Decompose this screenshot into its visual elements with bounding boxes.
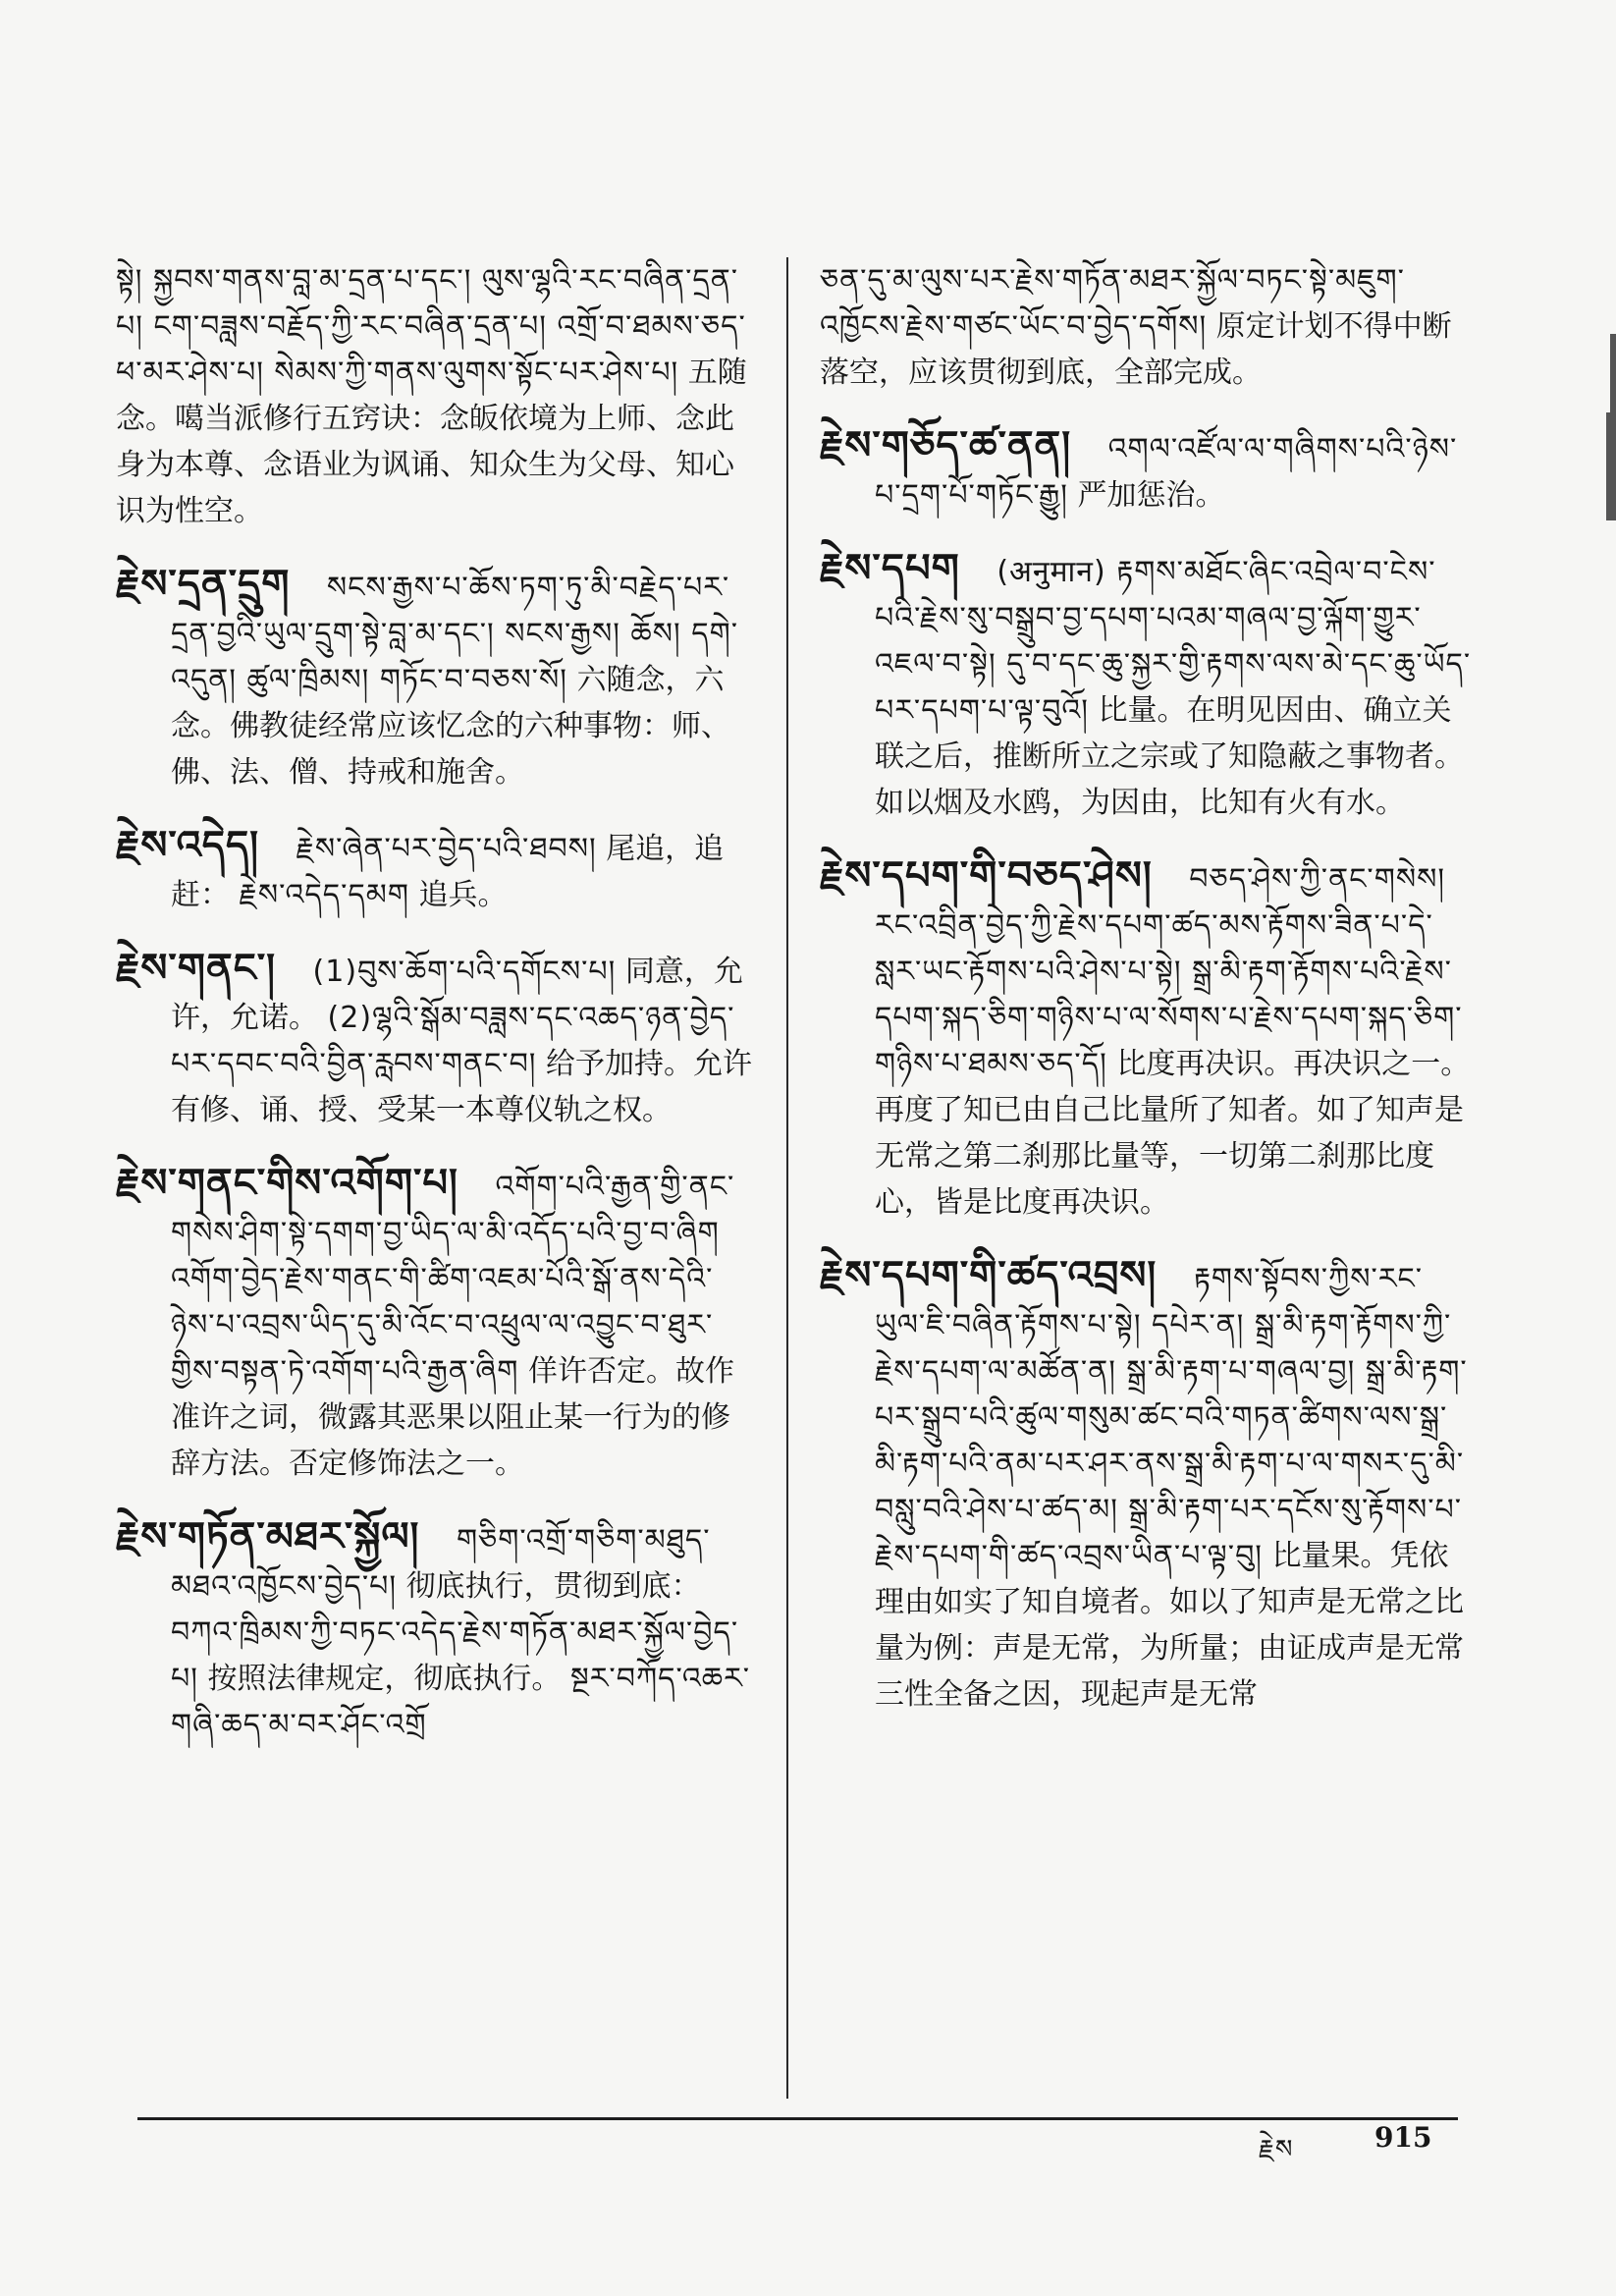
entry-chinese: 严加惩治。 bbox=[1077, 478, 1225, 513]
sense-2-tibetan: (2)ལྷའི་སྒོམ་བཟླས་དང་འཆད་ཉན་བྱེད་པར་དབང་བའི་བྱིན་རླབས་གནང་བ། bbox=[171, 1001, 735, 1081]
entry-tibetan: རྗེས་ཞེན་པར་བྱེད་པའི་ཐབས། bbox=[296, 832, 597, 866]
entry-chinese: 比度再决识。再决识之一。再度了知已由自己比量所了知者。如了知声是无常之第二刹那比量等，一切第二刹那比度心，皆是比度再决识。 bbox=[875, 1047, 1471, 1220]
sense-1-chinese: 同意，允许，允诺。 bbox=[171, 955, 743, 1035]
entry-chinese: 六随念，六念。佛教徒经常应该忆念的六种事物：师、佛、法、僧、持戒和施舍。 bbox=[171, 663, 730, 790]
dictionary-entry bbox=[116, 946, 754, 1133]
dictionary-entry bbox=[116, 562, 754, 795]
headword: རྗེས་གཏོན་མཐར་སྐྱོལ། bbox=[116, 1514, 420, 1559]
entry-tibetan: སངས་རྒྱས་པ་ཆོས་ཏག་ཏུ་མི་བརྗེད་པར་དྲན་བྱའི་ཡུལ་དྲུག་སྟེ་བླ་མ་དང་། སངས་རྒྱས། ཆོས། དགེ་འདུན། ཚུལ་ཁྲིམས། གཏོང་བ་བཅས་སོ། bbox=[171, 571, 739, 697]
left-column bbox=[116, 257, 754, 1776]
headword: རྗེས་འདེད། bbox=[116, 823, 259, 868]
footer-rule bbox=[137, 2117, 1458, 2120]
entry-chinese: 佯许否定。故作准许之词，微露其恶果以阻止某一行为的修辞方法。否定修饰法之一。 bbox=[171, 1354, 734, 1481]
entry-chinese: 比量果。凭依理由如实了知自境者。如以了知声是无常之比量为例：声是无常，为所量；由证成声是无常三性全备之因，现起声是无常 bbox=[875, 1539, 1464, 1712]
entry-chinese: 尾追，追赶： bbox=[171, 832, 725, 912]
dictionary-entry bbox=[116, 1161, 754, 1487]
headword: རྗེས་གཅོད་ཚ་ནན། bbox=[820, 423, 1072, 468]
dictionary-entry bbox=[820, 853, 1473, 1226]
dictionary-entry bbox=[116, 823, 754, 918]
entry-chinese: 原定计划不得中断落空，应该贯彻到底，全部完成。 bbox=[820, 309, 1452, 390]
headword: རྗེས་དཔག་གི་བཅད་ཤེས། bbox=[820, 853, 1153, 899]
headword: རྗེས་གནང་གིས་འགོག་པ། bbox=[116, 1161, 458, 1206]
dictionary-entry bbox=[820, 546, 1473, 826]
running-heading: རྗེས bbox=[1259, 2135, 1294, 2164]
dictionary-entry bbox=[116, 1514, 754, 1748]
entry-tibetan: ཅན་དུ་མ་ལུས་པར་རྗེས་གཏོན་མཐར་སྐྱོལ་བཏང་སྟེ་མཇུག་འཁྱོངས་རྗེས་གཙང་ཡོང་བ་བྱེད་དགོས། bbox=[820, 263, 1405, 344]
column-divider bbox=[786, 257, 788, 2099]
headword: རྗེས་དཔག་གི་ཚད་འབྲས། bbox=[820, 1253, 1158, 1298]
entry-tibetan: རྟགས་སྟོབས་ཀྱིས་རང་ཡུལ་ཇི་བཞིན་རྟོགས་པ་སྟེ། དཔེར་ན། སྒྲ་མི་རྟག་རྟོགས་ཀྱི་རྗེས་དཔག་ལ་མཚོན་ན། སྒྲ་མི་རྟག་པ་གཞལ་བྱ། སྒྲ་མི་རྟག་པར་སྒྲུབ་པའི་ཚུལ་གསུམ་ཚང་བའི་གཏན་ཚིགས་ལས་སྒྲ་མི་རྟག་པའི་ནམ་པར་ཤར་ནས་སྒྲ་མི་རྟག་པ་ལ་གསར་དུ་མི་བསླུ་བའི་ཤེས་པ་ཚད་མ། སྒྲ་མི་རྟག་པར་དངོས་སུ་རྟོགས་པ་རྗེས་དཔག་གི་ཚད་འབྲས་ཡིན་པ་ལྟ་བུ། bbox=[875, 1262, 1468, 1573]
example-tibetan: རྗེས་འདེད་དམག bbox=[239, 878, 409, 912]
entry-tibetan: བཅད་ཤེས་ཀྱི་ནང་གསེས། རང་འབྲིན་བྱེད་ཀྱི་རྗེས་དཔག་ཚད་མས་རྟོགས་ཟིན་པ་དེ་སླར་ཡང་རྟོགས་པའི་ཤེས་པ་སྟེ། སྒྲ་མི་རྟག་རྟོགས་པའི་རྗེས་དཔག་སྐད་ཅིག་གཉིས་པ་ལ་སོགས་པ་རྗེས་དཔག་སྐད་ཅིག་གཉིས་པ་ཐམས་ཅད་དོ། bbox=[875, 862, 1463, 1081]
scan-edge-mark bbox=[1606, 412, 1616, 520]
page-number: 915 bbox=[1374, 2121, 1432, 2154]
sense-1-tibetan: (1)བུས་ཆོག་པའི་དགོངས་པ། bbox=[312, 955, 617, 989]
entry-chinese: 五随念。噶当派修行五窍诀：念皈依境为上师、念此身为本尊、念语业为讽诵、知众生为父母、知心识为性空。 bbox=[116, 355, 747, 528]
example-chinese: 按照法律规定，彻底执行。 bbox=[207, 1662, 562, 1696]
dictionary-entry bbox=[820, 423, 1473, 519]
right-column bbox=[820, 257, 1473, 1745]
example-chinese: 追兵。 bbox=[418, 878, 508, 912]
entry-chinese: 比量。在明见因由、确立关联之后，推断所立之宗或了知隐蔽之事物者。如以烟及水鸥，为因由，比知有火有水。 bbox=[875, 693, 1464, 820]
entry-tibetan: གཅིག་འགྲོ་གཅིག་མཐུད་མཐའ་འཁྱོངས་བྱེད་པ། bbox=[171, 1523, 711, 1604]
example-tibetan: བཀའ་ཁྲིམས་ཀྱི་བཏང་འདེད་རྗེས་གཏོན་མཐར་སྐྱོལ་བྱེད་པ། bbox=[171, 1615, 739, 1696]
sense-2-chinese: 给予加持。允许有修、诵、授、受某一本尊仪轨之权。 bbox=[171, 1047, 753, 1127]
continued-entry bbox=[116, 257, 754, 534]
headword: རྗེས་གནང་། bbox=[116, 946, 276, 991]
headword: རྗེས་དྲན་དྲུག bbox=[116, 562, 291, 607]
entry-chinese: 彻底执行，贯彻到底： bbox=[405, 1569, 701, 1604]
continued-entry bbox=[820, 257, 1473, 396]
example-2-tibetan: སྔར་བཀོད་འཆར་གཞི་ཆད་མ་བར་ཤོང་འགྲོ bbox=[171, 1662, 751, 1742]
dictionary-entry bbox=[820, 1253, 1473, 1718]
headword: རྗེས་དཔག bbox=[820, 546, 960, 591]
entry-tibetan: འགལ་འཛོལ་ལ་གཞིགས་པའི་ཉེས་པ་དྲག་པོ་གཏོང་རྒྱུ། bbox=[875, 432, 1458, 513]
entry-tibetan: འགོག་པའི་རྒྱན་གྱི་ནང་གསེས་ཤིག་སྟེ་དགག་བྱ་ཡིད་ལ་མི་འདོད་པའི་བྱ་བ་ཞིག འགོག་བྱེད་རྗེས་གནང་གི་ཚིག་འཇམ་པོའི་སྒོ་ནས་དེའི་ཉེས་པ་འབྲས་ཡིད་དུ་མི་འོང་བ་འཕྲུལ་ལ་འབྱུང་བ་ཐུར་གྱིས་བསྟན་ཏེ་འགོག་པའི་རྒྱན་ཞིག bbox=[171, 1170, 735, 1389]
entry-tibetan: སྟེ། སྐྱབས་གནས་བླ་མ་དྲན་པ་དང་། ལུས་ལྷའི་རང་བཞིན་དྲན་པ། ངག་བཟླས་བརྗོད་ཀྱི་རང་བཞིན་དྲན་པ། འགྲོ་བ་ཐམས་ཅད་ཕ་མར་ཤེས་པ། སེམས་ཀྱི་གནས་ལུགས་སྟོང་པར་ཤེས་པ། bbox=[116, 263, 746, 390]
entry-tibetan: (अनुमान) རྟགས་མཐོང་ཞིང་འབྲེལ་བ་ངེས་པའི་རྗེས་སུ་བསྒྲུབ་བྱ་དཔག་པའམ་གཞལ་བྱ་ལྐོག་གྱུར་འཇལ་བ་སྟེ། དུ་བ་དང་ཆུ་སྐྱར་གྱི་རྟགས་ལས་མེ་དང་ཆུ་ཡོད་པར་དཔག་པ་ལྟ་བུའོ། bbox=[875, 555, 1472, 728]
